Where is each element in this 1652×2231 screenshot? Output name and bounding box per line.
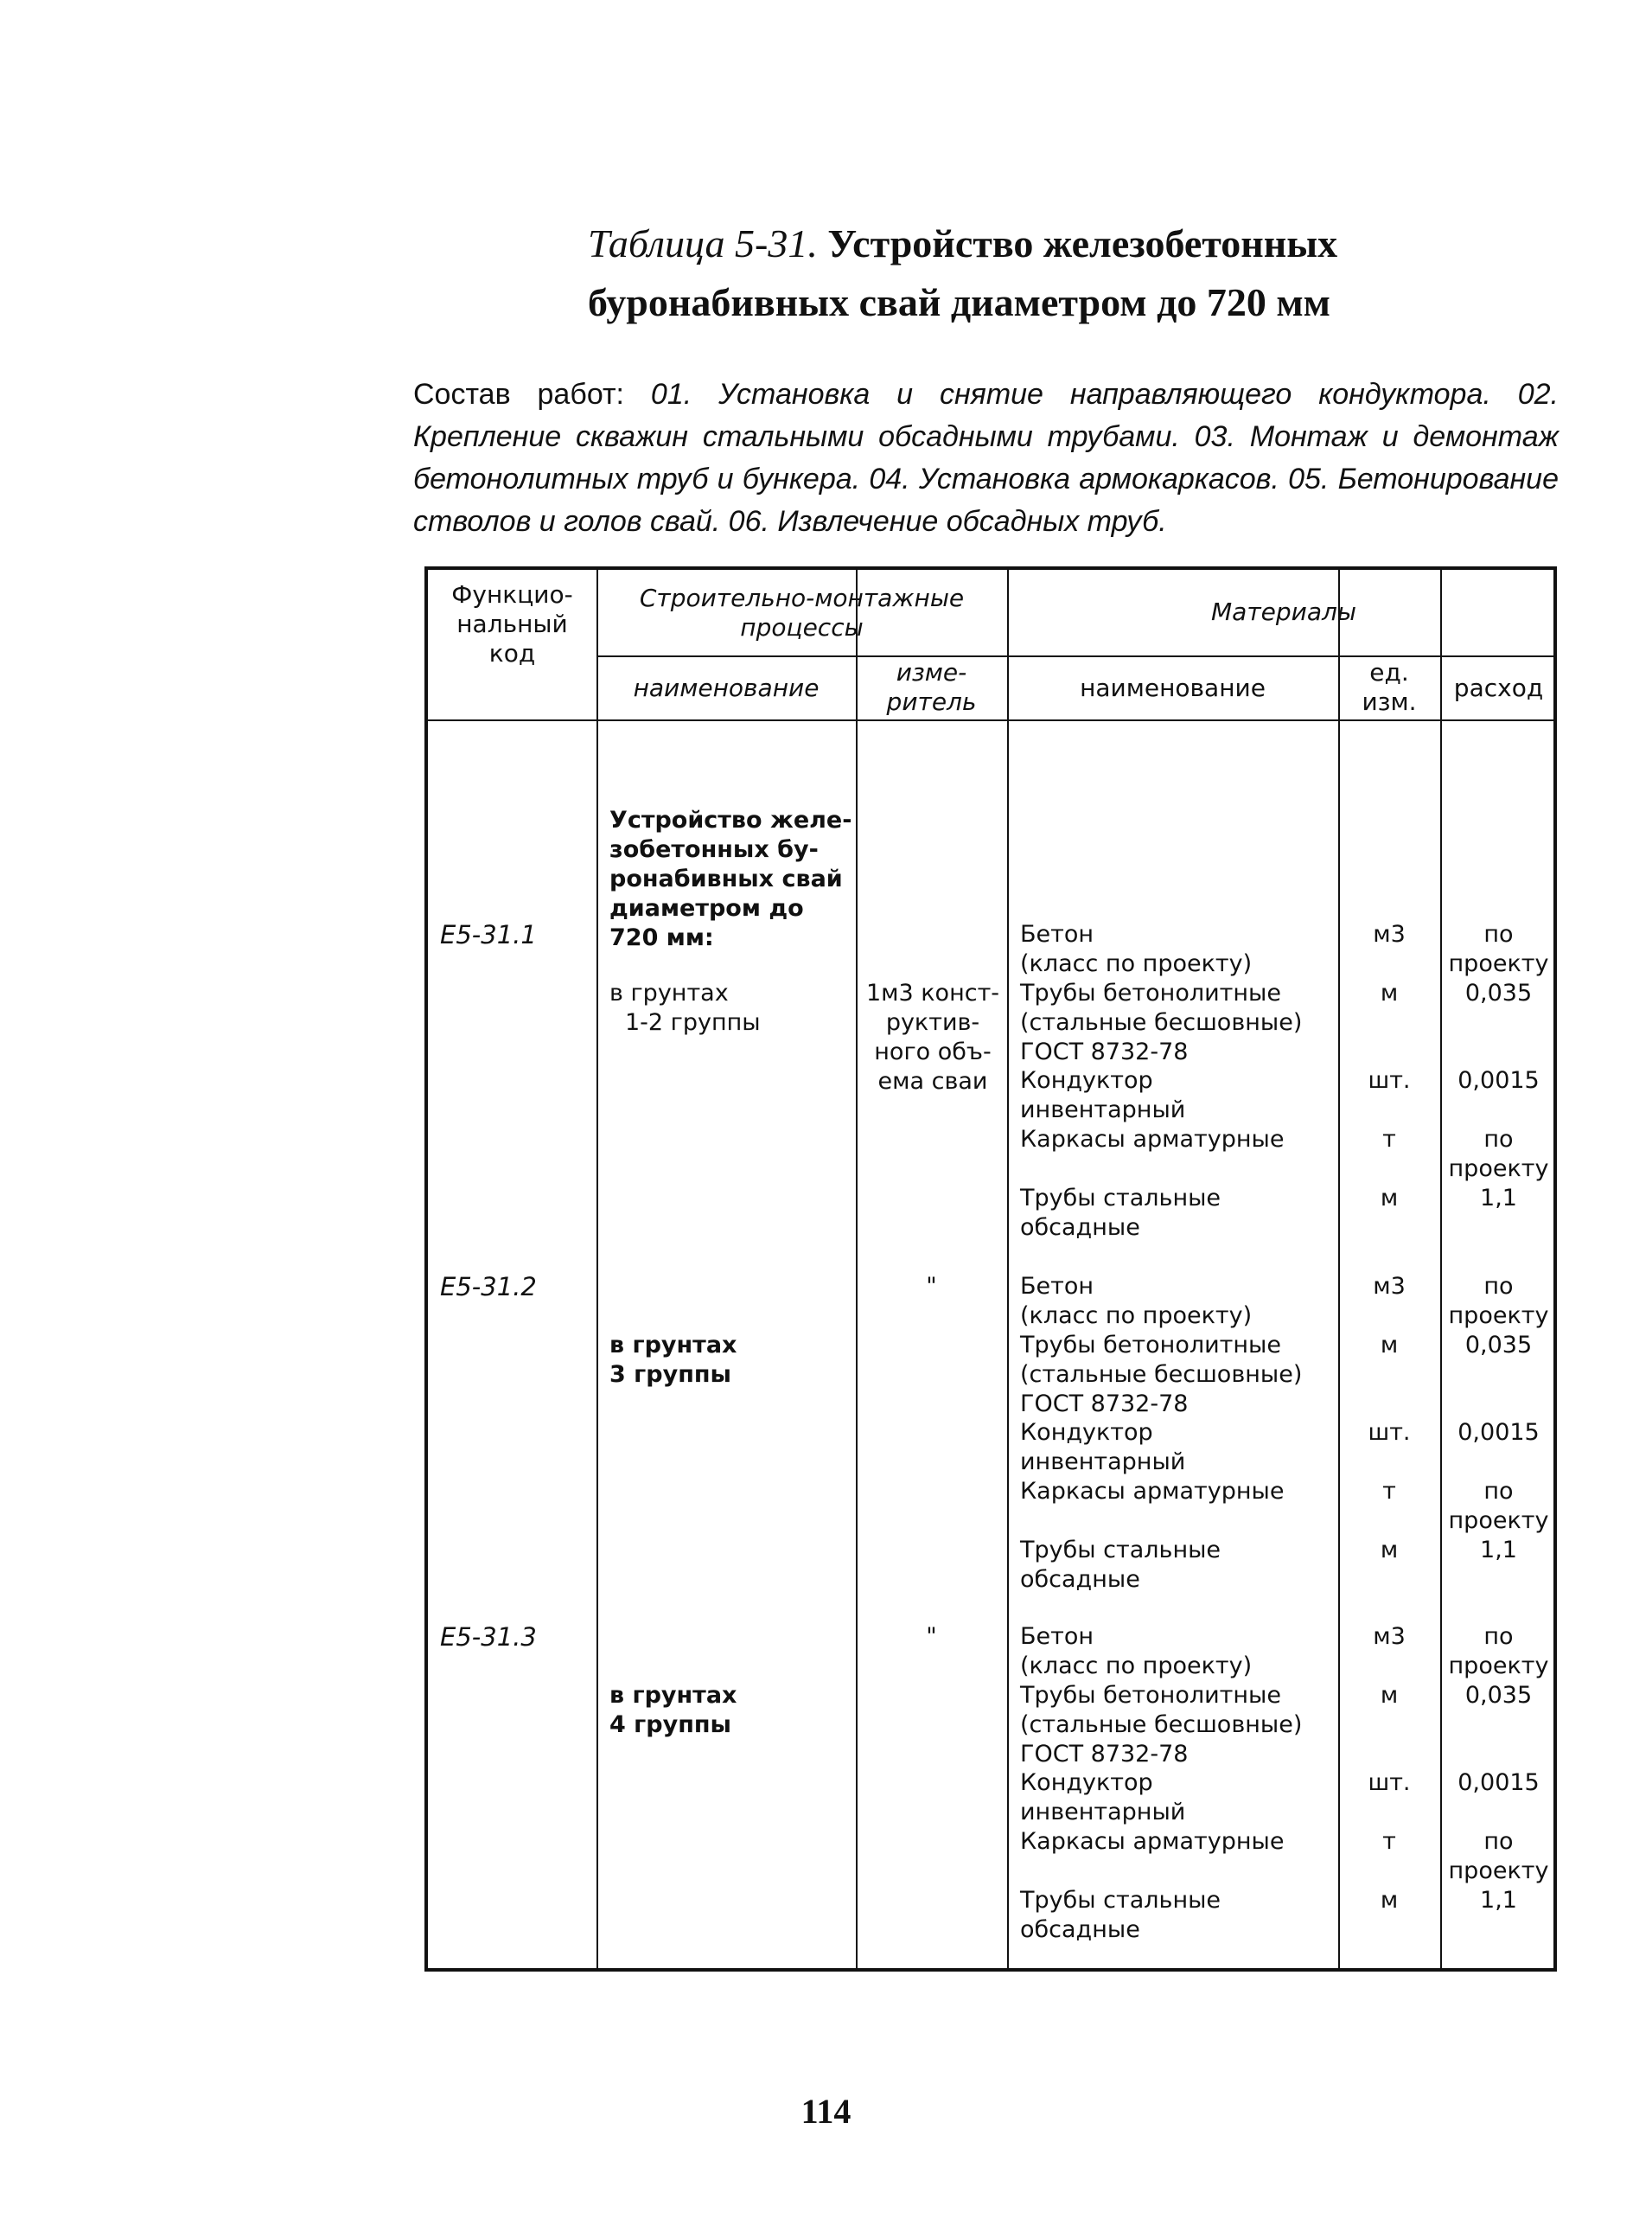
material-consumption: 0,035 <box>1464 1682 1533 1709</box>
material-name: Бетон (класс по проекту) <box>1020 921 1253 977</box>
col-divider <box>1007 570 1009 1968</box>
material-unit: м <box>1380 1682 1399 1709</box>
material-unit: шт. <box>1368 1419 1411 1446</box>
row-code: Е5-31.2 <box>440 1272 537 1301</box>
row-code: Е5-31.1 <box>440 920 537 949</box>
ditto-mark: " <box>926 1623 937 1650</box>
material-unit: м <box>1380 1887 1399 1914</box>
material-unit: м3 <box>1373 1623 1406 1650</box>
material-name: Каркасы арматурные <box>1020 1478 1285 1505</box>
header-materials: Материалы <box>1211 598 1356 626</box>
material-unit: м <box>1380 1185 1399 1211</box>
header-process-name: наименование <box>633 674 820 702</box>
material-name: Трубы бетонолитные (стальные бесшовные) ГОСТ 8732-78 <box>1020 1682 1303 1768</box>
material-unit: м <box>1380 980 1399 1007</box>
material-unit: м3 <box>1373 921 1406 948</box>
material-consumption: по проекту <box>1448 1126 1549 1182</box>
material-unit: м <box>1380 1537 1399 1563</box>
group-title: Устройство желе- зобетонных бу- ронабивных свай диаметром до 720 мм: <box>609 807 852 951</box>
page-number: 114 <box>800 2092 852 2131</box>
work-composition <box>413 374 1559 543</box>
material-consumption: 1,1 <box>1480 1185 1517 1211</box>
header-divider <box>596 655 1553 657</box>
row-meter: 1м3 конст- руктив- ного объ- ема сваи <box>865 980 1000 1095</box>
row-process: в грунтах 1-2 группы <box>609 980 761 1036</box>
header-bottom <box>428 719 1553 721</box>
material-consumption: 1,1 <box>1480 1537 1517 1563</box>
col-divider <box>856 570 858 1968</box>
material-unit: шт. <box>1368 1067 1411 1094</box>
header-code: Функцио- нальный код <box>451 580 573 668</box>
material-consumption: по проекту <box>1448 1478 1549 1534</box>
table-title <box>588 214 1556 332</box>
material-unit: м <box>1380 1332 1399 1358</box>
material-consumption: по проекту <box>1448 1623 1549 1679</box>
col-divider <box>1338 570 1340 1968</box>
material-name: Трубы бетонолитные (стальные бесшовные) ГОСТ 8732-78 <box>1020 980 1303 1065</box>
material-consumption: 0,0015 <box>1457 1067 1540 1094</box>
material-name: Кондуктор инвентарный <box>1020 1419 1186 1475</box>
title-line-2: буронабивных свай диаметром до 720 мм <box>588 280 1331 324</box>
header-consumption: расход <box>1453 674 1544 702</box>
ditto-mark: " <box>926 1273 937 1300</box>
material-consumption: 1,1 <box>1480 1887 1517 1914</box>
header-material-name: наименование <box>1080 674 1266 702</box>
header-processes: Строительно-монтажные процессы <box>639 584 965 642</box>
material-unit: т <box>1382 1126 1396 1153</box>
material-name: Трубы стальные обсадные <box>1020 1887 1221 1943</box>
header-meter: изме- ритель <box>886 658 977 716</box>
row-process: в грунтах 4 группы <box>609 1682 737 1738</box>
title-line-1: Устройство железобетонных <box>827 221 1338 265</box>
material-name: Трубы бетонолитные (стальные бесшовные) ГОСТ 8732-78 <box>1020 1332 1303 1417</box>
row-code: Е5-31.3 <box>440 1622 537 1652</box>
material-consumption: 0,035 <box>1464 980 1533 1007</box>
material-unit: т <box>1382 1478 1396 1505</box>
material-name: Каркасы арматурные <box>1020 1126 1285 1153</box>
material-name: Трубы стальные обсадные <box>1020 1185 1221 1241</box>
material-name: Кондуктор инвентарный <box>1020 1067 1186 1123</box>
material-name: Кондуктор инвентарный <box>1020 1769 1186 1825</box>
composition-operations: 01. Установка и снятие направляющего кондуктора. 02. Крепление скважин стальными обсадными трубами. 03. Монтаж и демонтаж бетонолитных труб и бункера. 04. Установка армокаркасов. 05. Бетонирование стволов и голов свай. 06. Извлечение обсадных труб. <box>413 378 1559 538</box>
material-unit: т <box>1382 1828 1396 1855</box>
material-consumption: по проекту <box>1448 921 1549 977</box>
material-name: Каркасы арматурные <box>1020 1828 1285 1855</box>
table-number: Таблица 5-31. <box>588 221 818 265</box>
row-process: в грунтах 3 группы <box>609 1332 737 1388</box>
material-name: Бетон (класс по проекту) <box>1020 1623 1253 1679</box>
composition-lead: Состав работ: <box>413 378 624 411</box>
material-consumption: по проекту <box>1448 1828 1549 1884</box>
material-consumption: 0,0015 <box>1457 1769 1540 1796</box>
material-unit: шт. <box>1368 1769 1411 1796</box>
col-divider <box>596 570 598 1968</box>
material-consumption: 0,0015 <box>1457 1419 1540 1446</box>
col-divider <box>1440 570 1442 1968</box>
norms-table <box>424 566 1557 1972</box>
material-name: Трубы стальные обсадные <box>1020 1537 1221 1593</box>
material-consumption: 0,035 <box>1464 1332 1533 1358</box>
material-consumption: по проекту <box>1448 1273 1549 1329</box>
material-unit: м3 <box>1373 1273 1406 1300</box>
header-unit: ед. изм. <box>1362 658 1417 716</box>
material-name: Бетон (класс по проекту) <box>1020 1273 1253 1329</box>
